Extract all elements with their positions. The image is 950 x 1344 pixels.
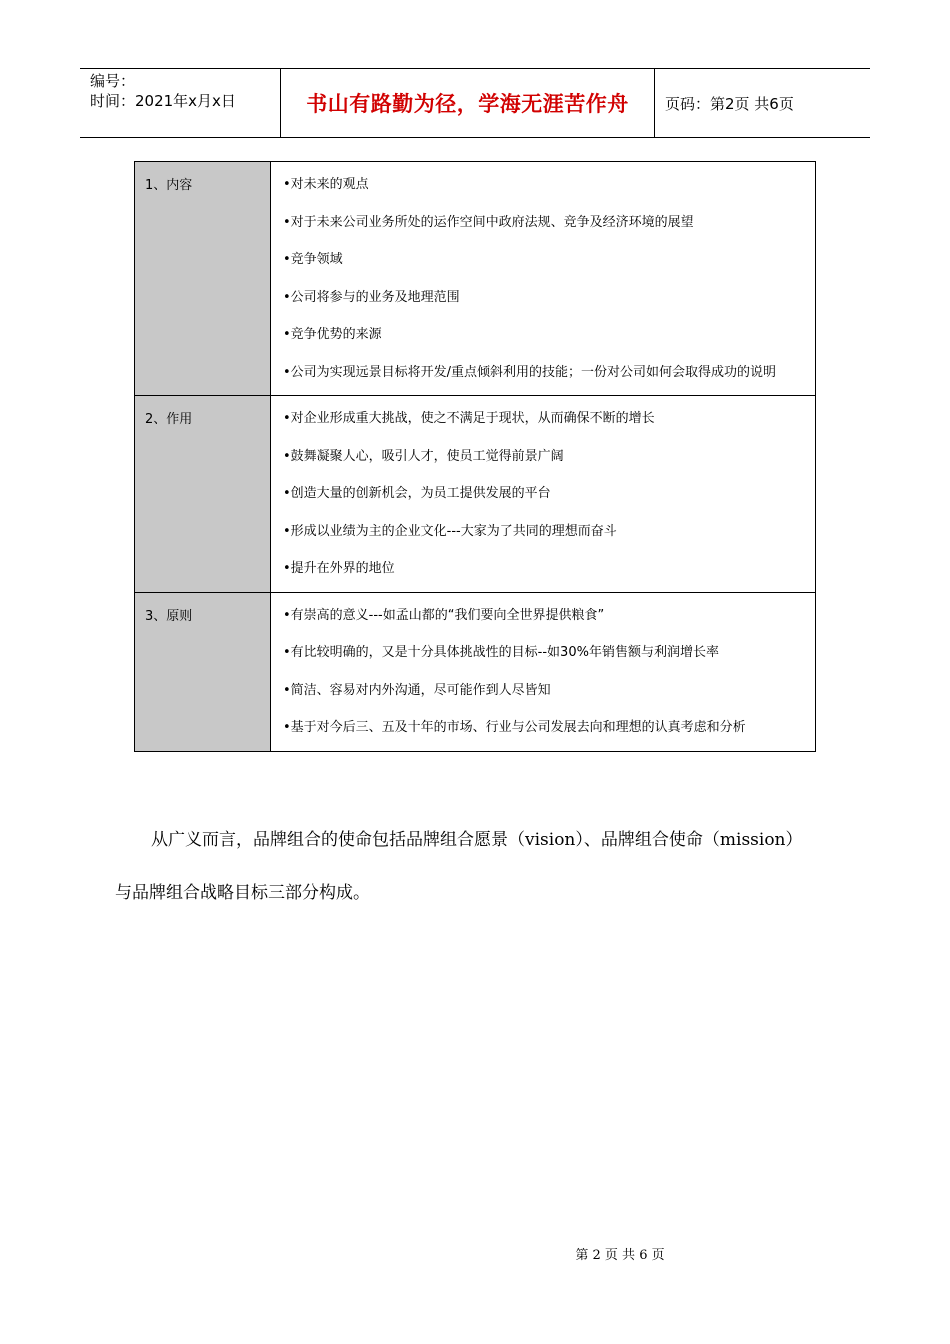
header-meta [80,69,280,137]
row-label: 1、内容 [135,162,271,396]
list-item: •公司为实现远景目标将开发/重点倾斜利用的技能；一份对公司如何会取得成功的说明 [283,364,777,380]
document-date-label: 时间：2021年x月x日 [90,92,236,110]
list-item: •有比较明确的，又是十分具体挑战性的目标--如30%年销售额与利润增长率 [283,645,719,660]
list-item: •形成以业绩为主的企业文化---大家为了共同的理想而奋斗 [283,523,617,539]
list-item: •竞争优势的来源 [283,327,382,342]
table-row [135,592,816,751]
list-item: •有崇高的意义---如孟山都的“我们要向全世界提供粮食” [283,607,605,623]
list-item: •对未来的观点 [283,177,369,192]
list-item: •基于对今后三、五及十年的市场、行业与公司发展去向和理想的认真考虑和分析 [283,720,746,735]
page-header [80,68,870,138]
header-motto: 书山有路勤为径，学海无涯苦作舟 [280,69,655,137]
header-page-label: 页码：第2页 共6页 [665,94,794,113]
row-content [271,396,816,593]
document-number-label: 编号： [90,72,136,90]
row-label: 3、原则 [135,592,271,751]
list-item: •提升在外界的地位 [283,561,395,576]
row-label: 2、作用 [135,396,271,593]
list-item: •对于未来公司业务所处的运作空间中政府法规、竞争及经济环境的展望 [283,214,694,230]
list-item: •公司将参与的业务及地理范围 [283,289,460,305]
vision-table [134,161,816,752]
row-content [271,592,816,751]
list-item: •鼓舞凝聚人心，吸引人才，使员工觉得前景广阔 [283,448,564,464]
row-content [271,162,816,396]
table-row [135,396,816,593]
list-item: •竞争领域 [283,252,343,267]
body-paragraph: 从广义而言，品牌组合的使命包括品牌组合愿景（vision）、品牌组合使命（mission）与品牌组合战略目标三部分构成。 [115,830,803,903]
table-row [135,162,816,396]
page-footer: 第 2 页 共 6 页 [575,1248,665,1263]
list-item: •创造大量的创新机会，为员工提供发展的平台 [283,486,551,501]
list-item: •简洁、容易对内外沟通，尽可能作到人尽皆知 [283,682,551,698]
list-item: •对企业形成重大挑战，使之不满足于现状，从而确保不断的增长 [283,411,655,426]
